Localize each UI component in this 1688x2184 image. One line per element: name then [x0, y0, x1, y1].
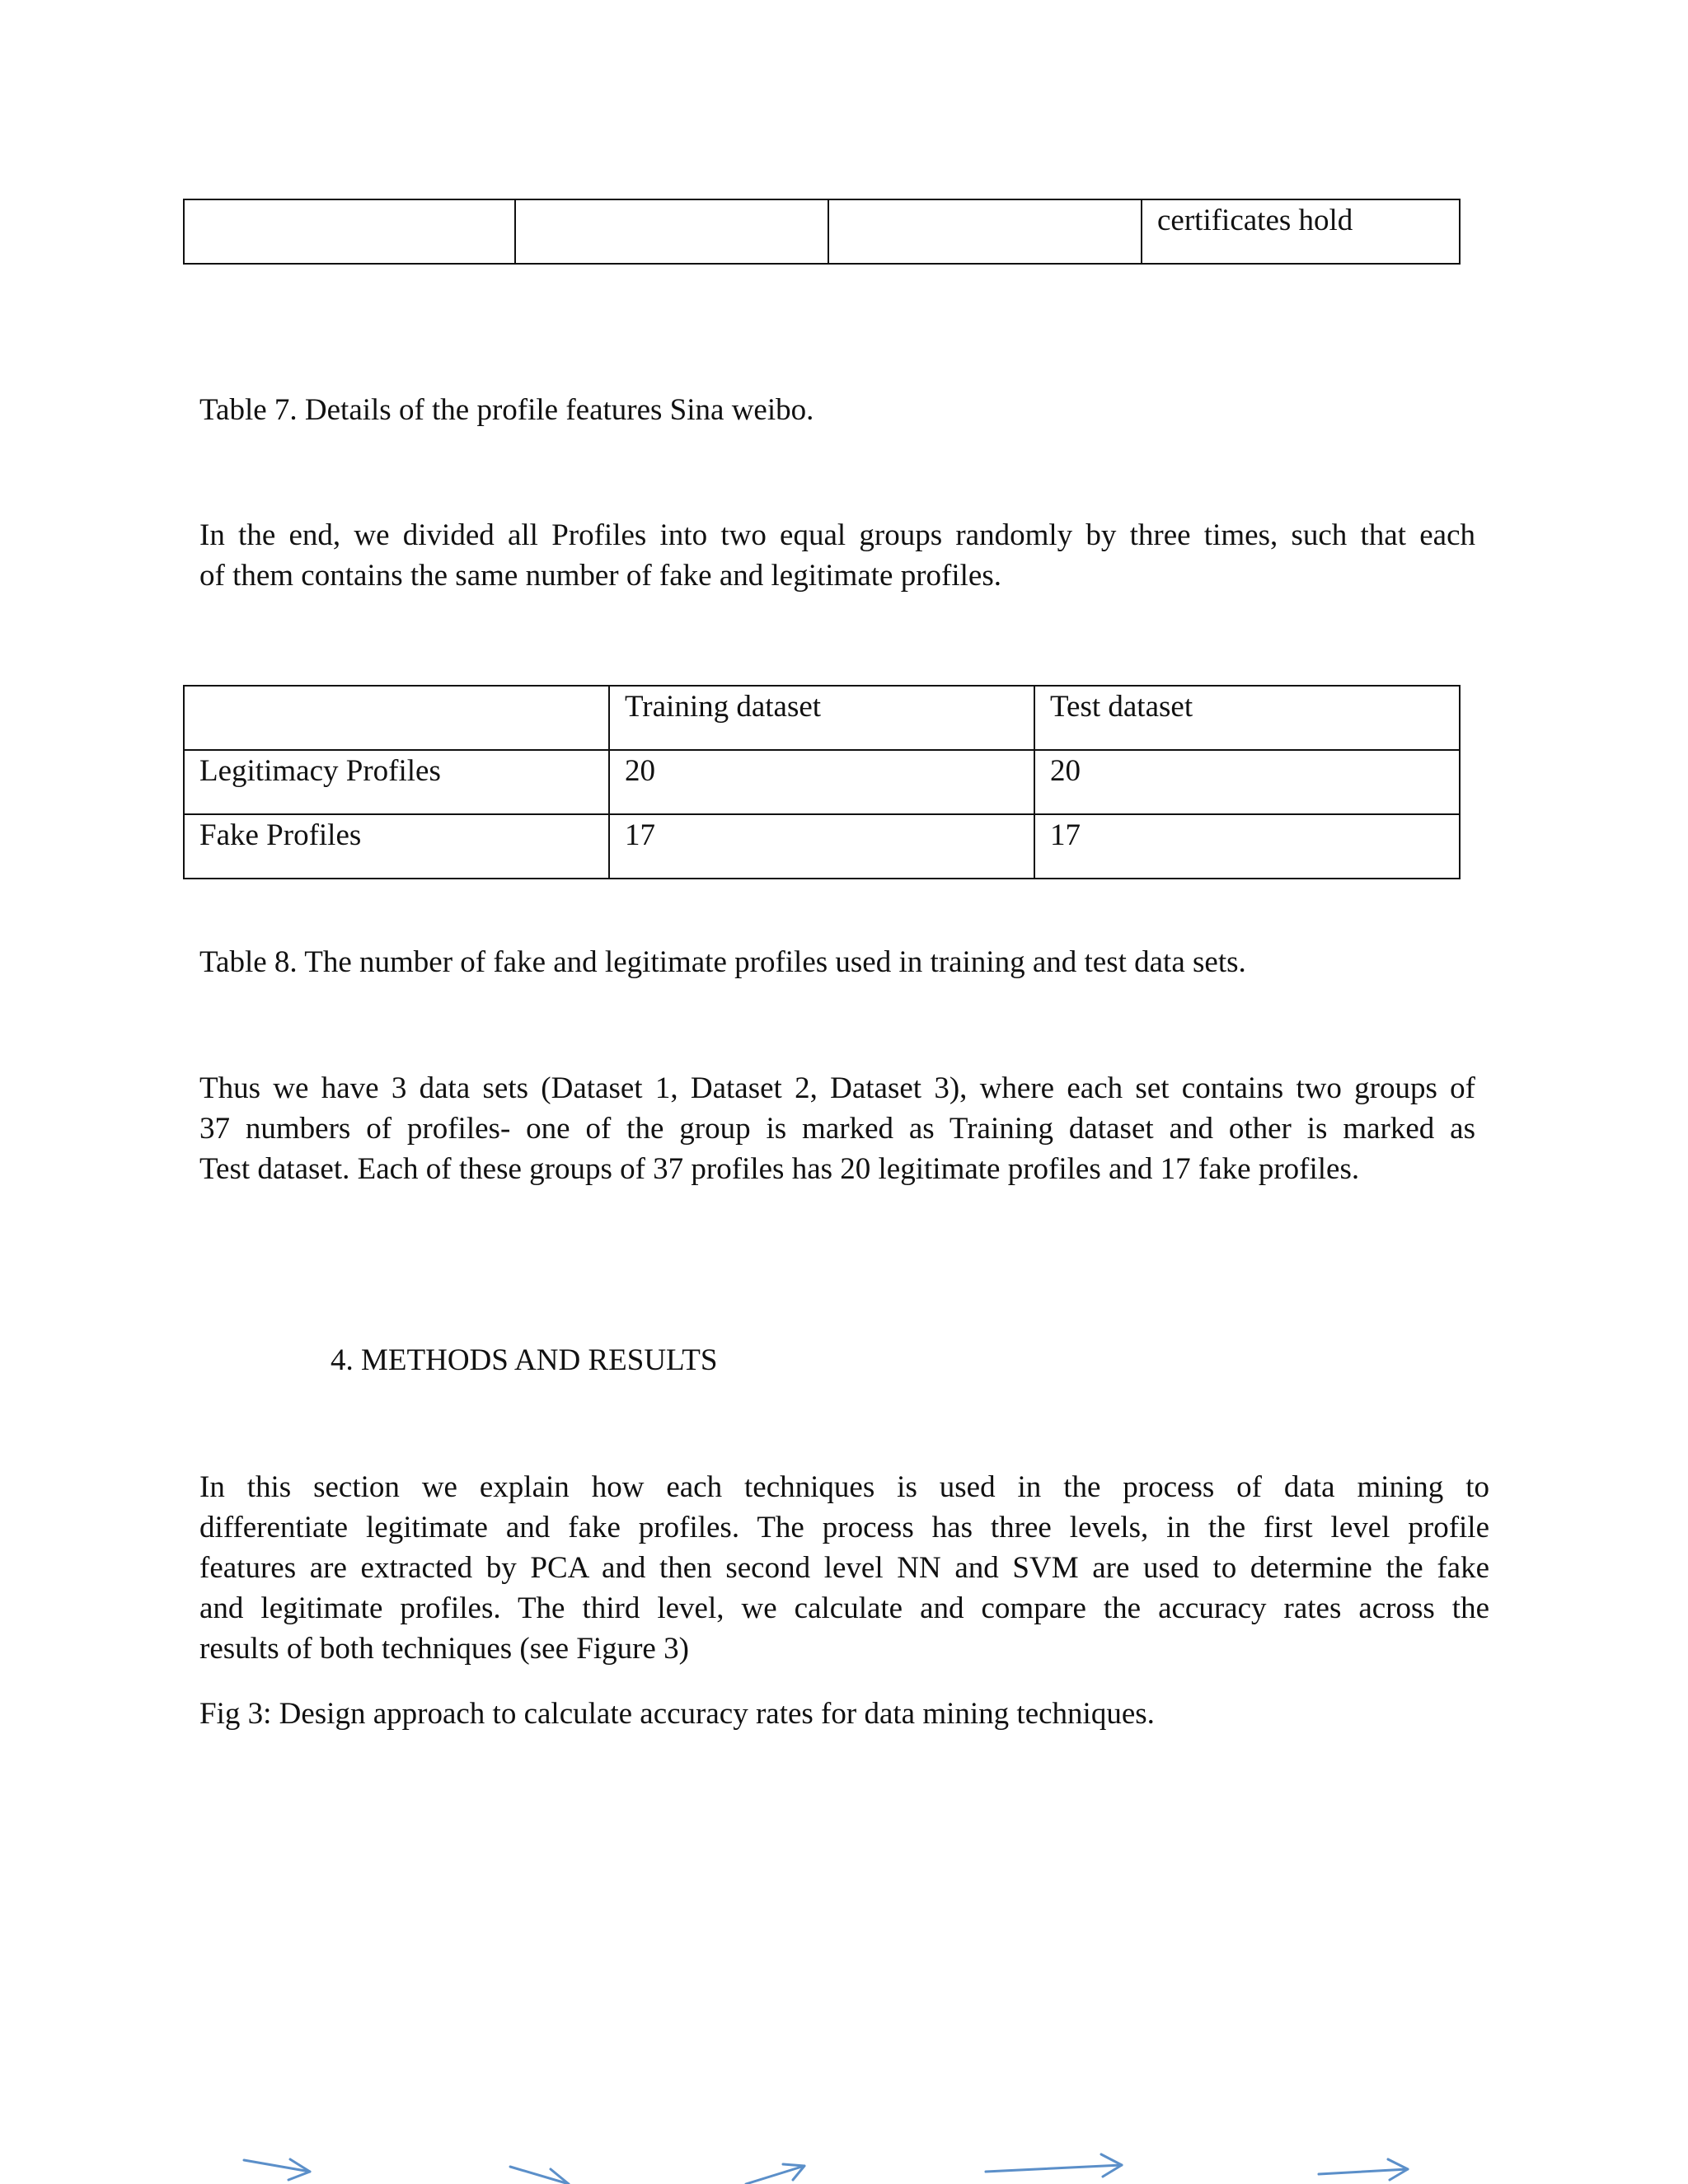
arrow-icon	[244, 2159, 310, 2180]
arrow-icon	[986, 2154, 1122, 2177]
table-header-cell: Test dataset	[1034, 686, 1460, 750]
paragraph-datasets	[199, 1068, 1475, 1189]
table-header-cell: Training dataset	[609, 686, 1034, 750]
table-cell: 20	[609, 750, 1034, 814]
table-cell	[184, 199, 515, 264]
table-row	[184, 750, 1460, 814]
paragraph-line: Test dataset. Each of these groups of 37 profiles has 20 legitimate profiles and 17 fake profiles.	[199, 1152, 1360, 1186]
arrow-icon	[746, 2164, 804, 2184]
table-cell	[515, 199, 828, 264]
table-cell: Fake Profiles	[184, 814, 609, 879]
table-cell: Legitimacy Profiles	[184, 750, 609, 814]
figure3-arrows	[0, 2126, 1688, 2184]
table8-profiles	[183, 685, 1461, 879]
table-header-row	[184, 686, 1460, 750]
table-cell: 17	[1034, 814, 1460, 879]
paragraph-line: Thus we have 3 data sets (Dataset 1, Dataset 2, Dataset 3), where each set contains two groups of	[199, 1071, 1475, 1105]
paragraph-dataset-split	[199, 515, 1475, 596]
arrow-icon	[1319, 2159, 1408, 2180]
section-heading: 4. METHODS AND RESULTS	[331, 1343, 718, 1377]
paragraph-line: of them contains the same number of fake and legitimate profiles.	[199, 559, 1001, 593]
paragraph-line: differentiate legitimate and fake profiles. The process has three levels, in the first level profile	[199, 1511, 1489, 1544]
fig3-caption: Fig 3: Design approach to calculate accuracy rates for data mining techniques.	[199, 1697, 1155, 1731]
table7-continuation	[183, 199, 1461, 265]
table-cell: certificates hold	[1142, 199, 1460, 264]
table-cell: 17	[609, 814, 1034, 879]
table-row	[184, 199, 1460, 264]
paragraph-line: features are extracted by PCA and then second level NN and SVM are used to determine the fake	[199, 1551, 1489, 1585]
arrow-icon	[510, 2167, 569, 2184]
table-cell	[828, 199, 1142, 264]
table-row	[184, 814, 1460, 879]
paragraph-methods	[199, 1467, 1489, 1669]
paragraph-line: In this section we explain how each techniques is used in the process of data mining to	[199, 1470, 1489, 1504]
table8-caption: Table 8. The number of fake and legitimate profiles used in training and test data sets.	[199, 945, 1246, 979]
paragraph-line: and legitimate profiles. The third level, we calculate and compare the accuracy rates across the	[199, 1591, 1489, 1625]
paragraph-line: 37 numbers of profiles- one of the group is marked as Training dataset and other is marked as	[199, 1112, 1475, 1146]
paragraph-line: In the end, we divided all Profiles into two equal groups randomly by three times, such that each	[199, 518, 1475, 552]
table-header-cell	[184, 686, 609, 750]
table7-caption: Table 7. Details of the profile features Sina weibo.	[199, 393, 814, 427]
paragraph-line: results of both techniques (see Figure 3)	[199, 1632, 689, 1666]
table-cell: 20	[1034, 750, 1460, 814]
